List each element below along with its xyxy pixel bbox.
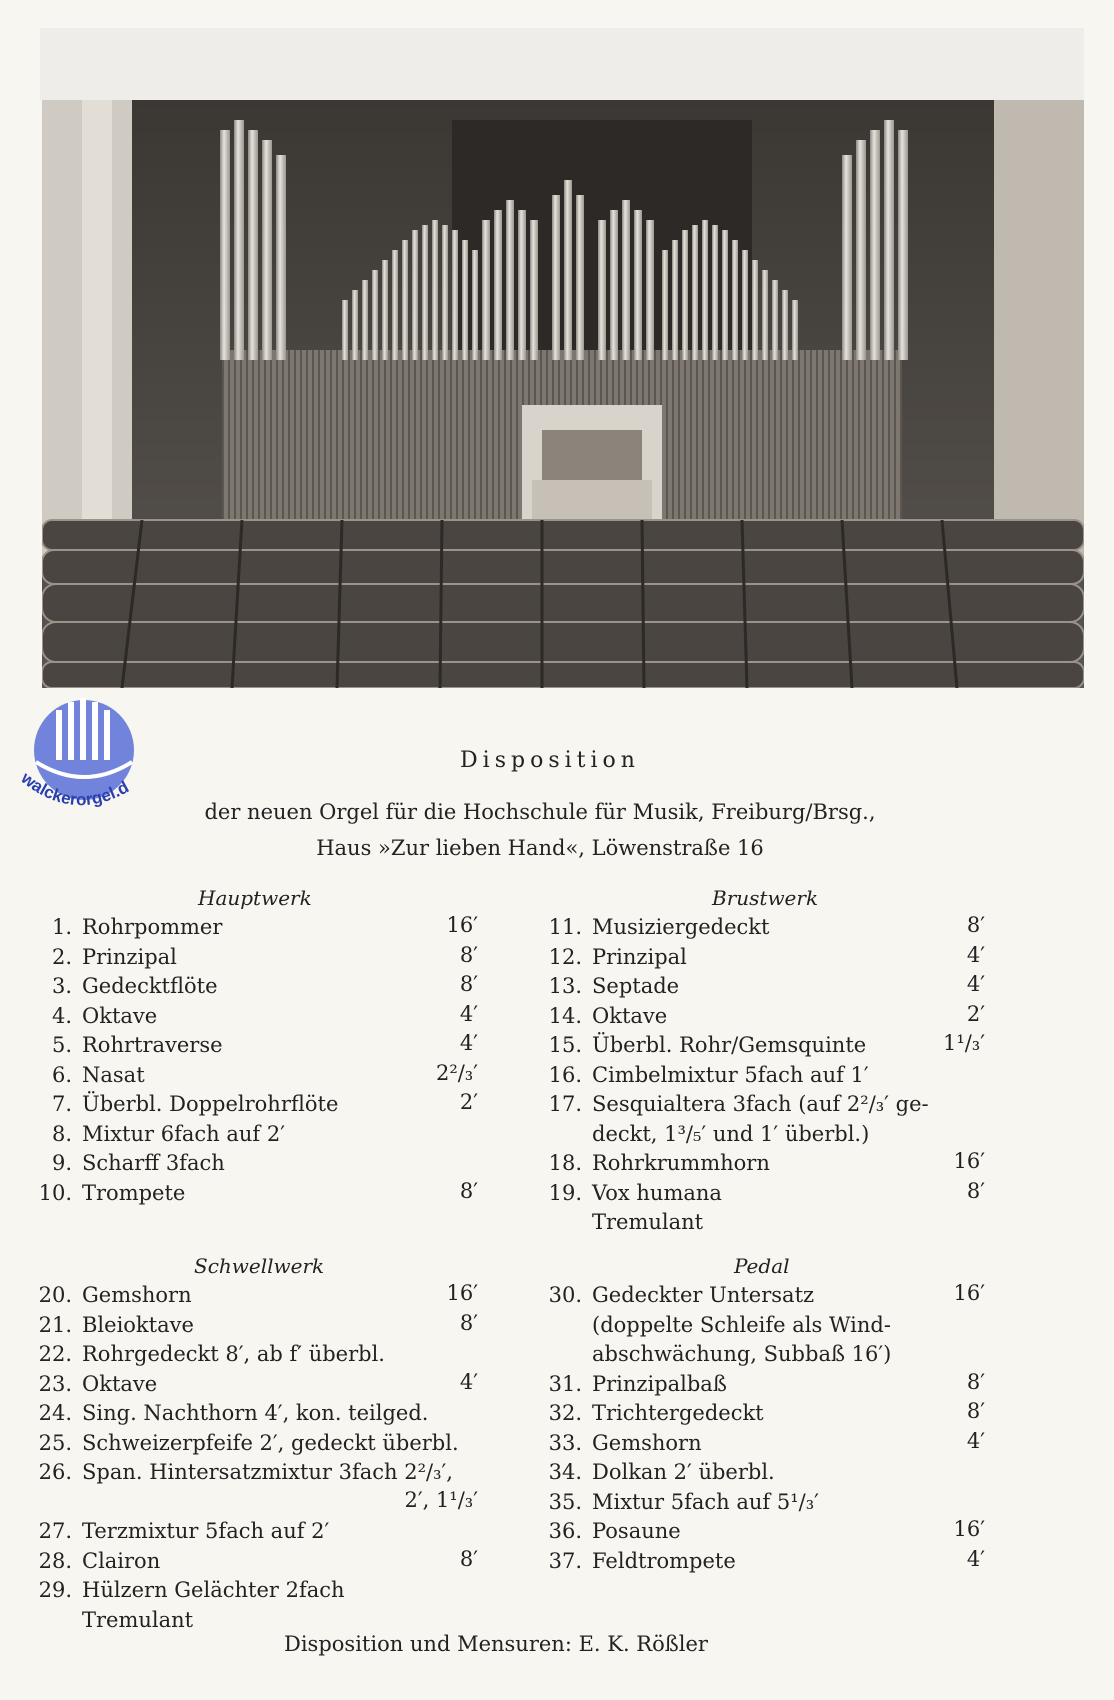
stop-number: 5. [51,1033,72,1057]
schwellwerk-stop [38,1399,429,1428]
stop-name: Prinzipal [592,944,687,969]
stop-pitch: 4′ [459,1031,478,1055]
top-blank-band [40,28,1084,100]
stop-pitch: 8′ [459,1546,478,1571]
stop-name: Dolkan 2′ überbl. [592,1460,775,1484]
schwellwerk-stop [38,1311,194,1340]
section-schwellwerk: Schwellwerk [194,1254,325,1278]
stop-name: Oktave [82,1003,158,1028]
stop-pitch: 8′ [966,1178,985,1203]
schwellwerk-stop [38,1340,385,1369]
brustwerk-stop [548,913,770,942]
stop-name: Posaune [592,1519,681,1543]
pedal-stop [592,1311,891,1340]
stop-number: 9. [51,1151,72,1175]
brustwerk-stop [548,1031,867,1060]
stop-pitch: 8′ [459,942,478,967]
stop-number: 13. [548,974,582,998]
stop-name: Rohrgedeckt 8′, ab f′ überbl. [82,1342,385,1366]
stop-number: 37. [548,1548,582,1573]
stop-pitch: 2²/₃′ [435,1060,478,1085]
subtitle-line-1: der neuen Orgel für die Hochschule für Musik, Freiburg/Brsg., [204,800,876,824]
stop-name: Tremulant [592,1210,704,1234]
organ-photo-drawing [42,100,1084,688]
schwellwerk-stop [38,1576,345,1605]
stop-name: Oktave [592,1003,668,1028]
pedal-stop [548,1458,775,1487]
stop-name: Rohrkrummhorn [592,1151,770,1175]
stop-name: Vox humana [592,1180,722,1205]
stop-number: 19. [548,1180,582,1205]
stop-name: Feldtrompete [592,1548,736,1573]
stop-pitch: 8′ [459,1310,478,1335]
stop-name: Schweizerpfeife 2′, gedeckt überbl. [82,1430,459,1455]
stop-name: Gedecktflöte [82,974,218,998]
stop-pitch: 8′ [459,972,478,996]
svg-text:walckerorgel.de: walckerorgel.d [17,768,132,810]
stop-name: Prinzipalbaß [592,1371,727,1396]
schwellwerk-stop [38,1281,192,1310]
brustwerk-stop [592,1208,703,1237]
schwellwerk-stop [38,1547,161,1576]
stop-pitch: 4′ [966,972,985,996]
schwellwerk-stop [38,1458,453,1487]
pedal-stop [592,1340,891,1369]
stop-name: Bleioktave [82,1312,194,1337]
stop-name: Prinzipal [82,944,177,969]
stop-name: Überbl. Doppelrohrflöte [82,1092,339,1116]
stop-name: (doppelte Schleife als Wind- [592,1312,891,1337]
pedal-stop [548,1429,702,1458]
hauptwerk-stop [51,1149,225,1178]
stop-pitch: 16′ [953,1281,985,1305]
stop-number: 6. [51,1062,72,1087]
stop-name: Gedeckter Untersatz [592,1283,815,1307]
stop-name: abschwächung, Subbaß 16′) [592,1342,892,1366]
stop-pitch: 16′ [953,1149,985,1173]
stop-name: Terzmixtur 5fach auf 2′ [82,1519,330,1543]
subtitle-line-2: Haus »Zur lieben Hand«, Löwenstraße 16 [316,836,764,860]
stop-name: Nasat [82,1062,145,1087]
brustwerk-stop [548,1149,770,1178]
stop-number: 15. [548,1033,582,1057]
stop-number: 26. [38,1460,72,1484]
stop-name: Trompete [82,1180,186,1205]
hauptwerk-stop [51,1090,339,1119]
stop-name: Oktave [82,1371,158,1396]
pedal-stop [548,1517,681,1546]
stop-pitch: 16′ [953,1517,985,1541]
stop-number: 4. [51,1003,72,1028]
stop-number: 25. [38,1430,72,1455]
stop-number: 22. [38,1342,72,1366]
stop-pitch: 8′ [966,1399,985,1423]
stop-pitch: 8′ [966,913,985,937]
stop-number: 12. [548,944,582,969]
stop-name: Tremulant [82,1607,194,1632]
stop-number: 8. [51,1121,72,1146]
footer-credit: Disposition und Mensuren: E. K. Rößler [284,1632,708,1656]
stop-pitch: 2′ [966,1001,985,1026]
hauptwerk-stop [51,972,218,1001]
stop-number: 16. [548,1062,582,1087]
brustwerk-stop [592,1120,869,1149]
stop-name: Scharff 3fach [82,1151,225,1175]
stop-name: Mixtur 6fach auf 2′ [82,1121,285,1146]
stop-number: 3. [51,974,72,998]
stop-name: Mixtur 5fach auf 5¹/₃′ [592,1489,819,1514]
stop-pitch: 4′ [966,942,985,967]
stop-number: 32. [548,1401,582,1425]
pedal-stop [548,1281,815,1310]
stop-number: 1. [51,915,72,939]
hauptwerk-stop [51,1061,145,1090]
pedal-stop [548,1370,727,1399]
page-heading: Disposition [460,748,640,773]
stop-pitch: 4′ [459,1001,478,1026]
stop-number: 27. [38,1519,72,1543]
stop-pitch: 4′ [966,1546,985,1571]
stop-name: Hülzern Gelächter 2fach [82,1578,345,1602]
hauptwerk-stop [51,1031,223,1060]
stop-name: Cimbelmixtur 5fach auf 1′ [592,1062,869,1087]
stop-pitch: 8′ [966,1369,985,1394]
pedal-stop [548,1399,764,1428]
stop-name: Rohrtraverse [82,1033,223,1057]
stop-number: 10. [38,1180,72,1205]
schwellwerk-stop [38,1517,330,1546]
hauptwerk-stop [51,1120,285,1149]
stop-name: Gemshorn [592,1430,702,1455]
stop-number: 14. [548,1003,582,1028]
stop-number: 34. [548,1460,582,1484]
hauptwerk-stop [51,943,177,972]
pedal-stop [548,1488,819,1517]
stop-name: Überbl. Rohr/Gemsquinte [592,1033,867,1057]
stop-number: 30. [548,1283,582,1307]
brustwerk-stop [548,1179,722,1208]
stop-number: 23. [38,1371,72,1396]
stop-number: 11. [548,915,582,939]
brustwerk-stop [548,943,687,972]
walcker-logo [14,692,144,822]
stop-pitch: 2′ [459,1090,478,1114]
stop-pitch: 2′, 1¹/₃′ [404,1487,478,1512]
stop-number: 24. [38,1401,72,1425]
hauptwerk-stop [38,1179,186,1208]
stop-pitch: 4′ [459,1369,478,1394]
stop-name: deckt, 1³/₅′ und 1′ überbl.) [592,1121,870,1146]
stop-number: 31. [548,1371,582,1396]
section-hauptwerk: Hauptwerk [198,886,312,910]
organ-photo [42,100,1084,688]
stop-pitch: 8′ [459,1178,478,1203]
stop-name: Trichtergedeckt [592,1401,764,1425]
stop-name: Gemshorn [82,1283,192,1307]
stop-name: Sing. Nachthorn 4′, kon. teilged. [82,1401,429,1425]
stop-number: 7. [51,1092,72,1116]
hauptwerk-stop [51,1002,158,1031]
stop-number: 35. [548,1489,582,1514]
stop-number: 21. [38,1312,72,1337]
stop-number: 29. [38,1578,72,1602]
brustwerk-stop [548,1002,668,1031]
schwellwerk-stop [82,1606,193,1635]
section-brustwerk: Brustwerk [712,886,819,910]
stop-name: Clairon [82,1548,161,1573]
stop-pitch: 1¹/₃′ [942,1031,985,1055]
stop-number: 18. [548,1151,582,1175]
walcker-logo-drawing [14,692,144,822]
stop-name: Rohrpommer [82,915,223,939]
stop-number: 2. [51,944,72,969]
stop-number: 36. [548,1519,582,1543]
stop-number: 28. [38,1548,72,1573]
brustwerk-stop [548,1090,929,1119]
stop-number: 17. [548,1092,582,1116]
schwellwerk-stop [38,1429,459,1458]
brustwerk-stop [548,1061,869,1090]
stop-pitch: 4′ [966,1428,985,1453]
brustwerk-stop [548,972,680,1001]
stop-pitch: 16′ [446,1281,478,1305]
schwellwerk-stop [38,1370,158,1399]
stop-name: Septade [592,974,680,998]
hauptwerk-stop [51,913,223,942]
stop-pitch: 16′ [446,913,478,937]
stop-number: 20. [38,1283,72,1307]
stop-name: Span. Hintersatzmixtur 3fach 2²/₃′, [82,1460,453,1484]
pedal-stop [548,1547,736,1576]
section-pedal: Pedal [734,1254,790,1278]
stop-name: Sesquialtera 3fach (auf 2²/₃′ ge- [592,1092,929,1116]
stop-name: Musiziergedeckt [592,915,770,939]
stop-number: 33. [548,1430,582,1455]
